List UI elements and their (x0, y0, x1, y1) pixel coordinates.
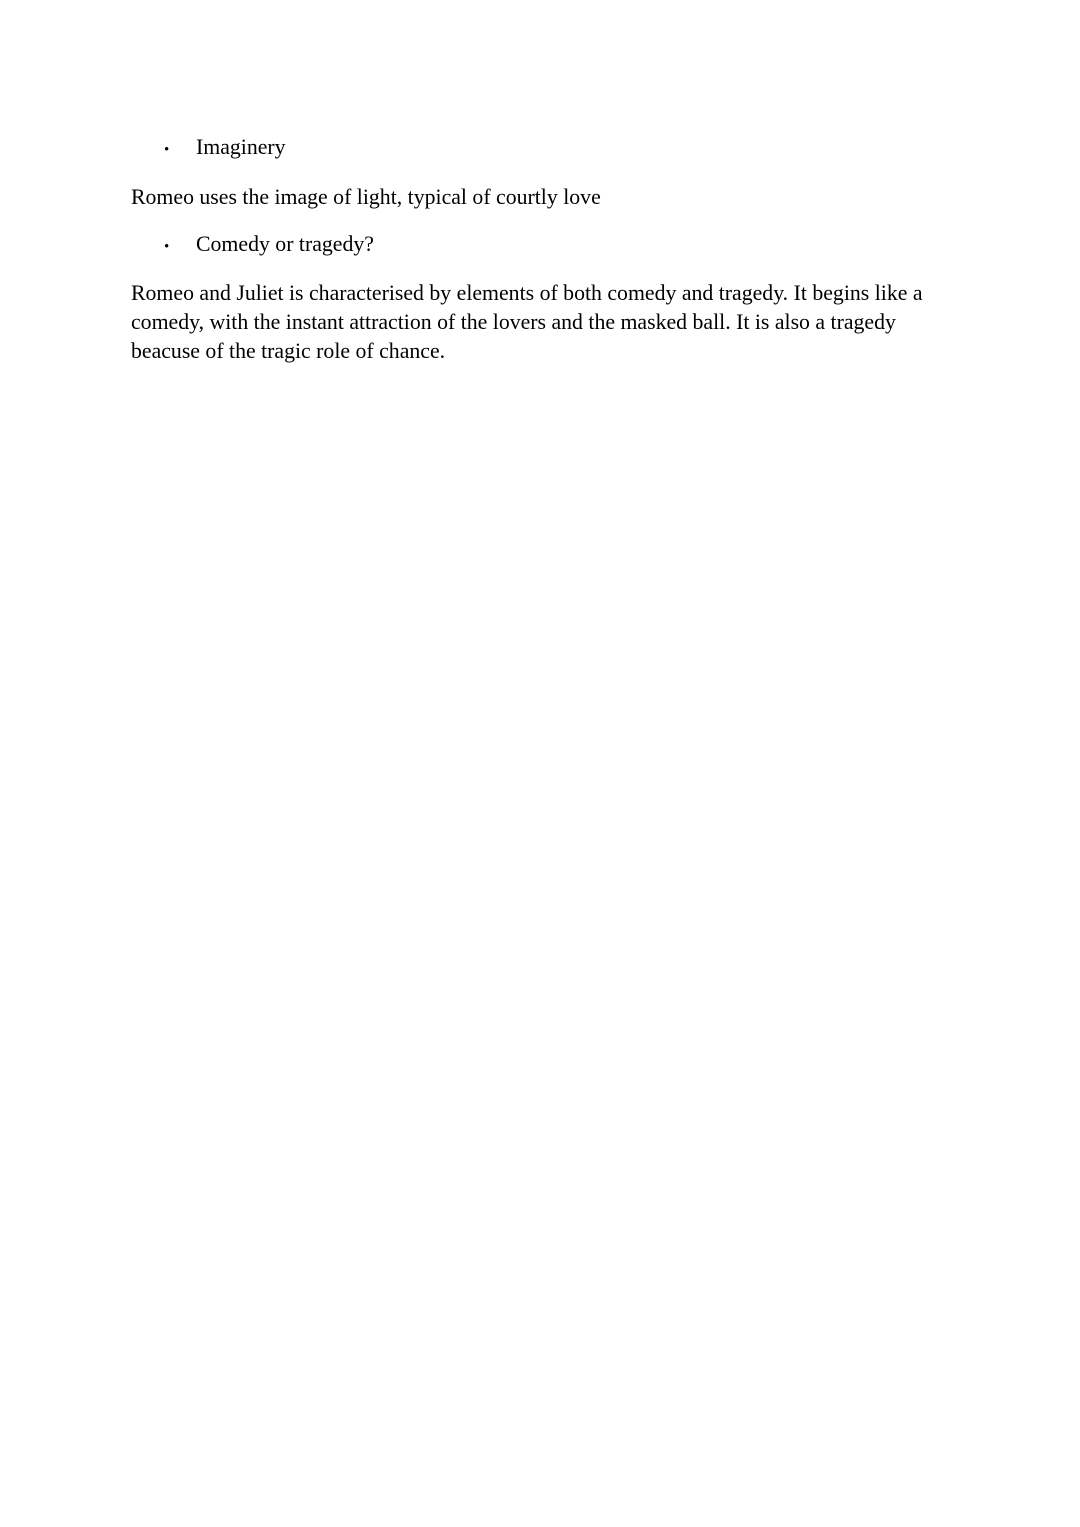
paragraph-imagery-note: Romeo uses the image of light, typical of courtly love (131, 184, 601, 209)
paragraph-comedy-tragedy-note: Romeo and Juliet is characterised by elements of both comedy and tragedy. It begins like a comedy, with the instant attraction of the lovers and the masked ball. It is also a tragedy beacuse of the tragic role of chance. (131, 281, 923, 363)
bullet-item-label: Imaginery (196, 135, 286, 159)
bullet-item-label: Comedy or tragedy? (196, 231, 374, 256)
bullet-item-comedy-or-tragedy (131, 230, 949, 262)
bullet-icon: • (164, 142, 170, 158)
bullet-item-imaginery (131, 133, 949, 165)
bullet-icon: • (164, 238, 170, 255)
